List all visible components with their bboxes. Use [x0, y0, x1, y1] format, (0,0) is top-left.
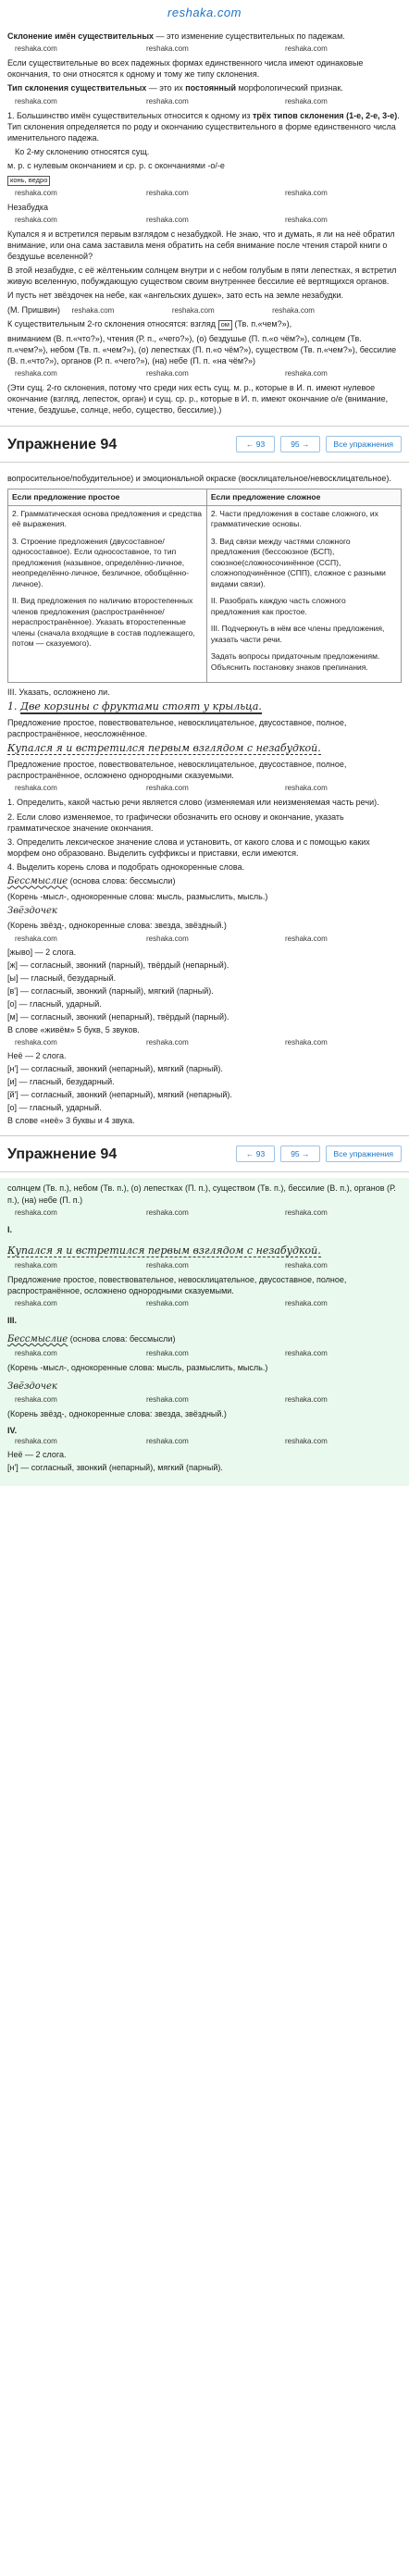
next-exercise-button-2[interactable]: 95 →: [280, 1146, 319, 1162]
phonetic-word-2: Неё — 2 слога.: [7, 1050, 67, 1060]
table-head-simple: Если предложение простое: [8, 489, 207, 505]
watermark-row: reshaka.com reshaka.com reshaka.com: [15, 1436, 328, 1445]
next-exercise-button[interactable]: 95 →: [280, 436, 319, 452]
watermark-row: reshaka.com reshaka.com reshaka.com: [15, 934, 328, 943]
watermark-row: reshaka.com reshaka.com reshaka.com: [15, 1348, 328, 1357]
answer-section: [0, 1178, 409, 1485]
roman-numeral-1: I.: [7, 1224, 13, 1234]
answer-handwritten-sentence: Купался я и встретился первым взглядом с незабудкой.: [7, 1244, 321, 1257]
exercise-header: [0, 426, 409, 463]
theory-paragraph-1: [7, 31, 402, 42]
roman-numeral-3: III.: [7, 1315, 18, 1325]
all-exercises-button[interactable]: Все упражнения: [326, 436, 402, 452]
answer-line-1: солнцем (Тв. п.), небом (Тв. п.), (о) лепестках (П. п.), существом (Тв. п.), бессилие (В. п.), органов (Р. п.), (на) небе (П. п.): [7, 1183, 396, 1205]
table-intro: вопросительное/побудительное) и эмоциональной окраске (восклицательное/невосклицательное).: [7, 474, 391, 484]
exercise-nav-2: [236, 1146, 402, 1162]
watermark-row: reshaka.com reshaka.com reshaka.com: [15, 368, 328, 378]
watermark-row: reshaka.com reshaka.com reshaka.com: [15, 1260, 328, 1269]
word-analysis-2: Звёздочек: [7, 905, 57, 916]
theory-paragraph-3: Тип склонения существительных — это их постоянный морфологический признак.: [7, 83, 343, 93]
answer-sentence-description: Предложение простое, повествовательное, невосклицательное, двусоставное, полное, распространённое, осложнено однородными сказуемыми.: [7, 1274, 347, 1295]
phonetic-line: [й'] — согласный, звонкий (непарный), мягкий (непарный).: [7, 1090, 232, 1100]
phonetic-line: [и] — гласный, безударный.: [7, 1076, 115, 1086]
answer-roots-2: (Корень звёзд-, однокоренные слова: звезда, звёздный.): [7, 1409, 227, 1419]
phonetic-line: [н'] — согласный, звонкий (непарный), мягкий (парный).: [7, 1063, 223, 1073]
watermark-row: reshaka.com reshaka.com reshaka.com: [15, 96, 328, 105]
phonetic-line: [ж] — согласный, звонкий (парный), твёрдый (непарный).: [7, 960, 229, 970]
story-author: (М. Пришвин) reshaka.com reshaka.com reshaka.com: [7, 304, 315, 315]
declension-intro: К существительным 2-го склонения относятся: взгляд ом (Тв. п.«чем?»),: [7, 319, 292, 329]
theory-p1-rest: — это изменение существительных по падежам.: [154, 31, 345, 41]
watermark-row: reshaka.com reshaka.com reshaka.com: [15, 1208, 328, 1217]
task-3: III. Указать, осложнено ли.: [7, 687, 110, 698]
phonetic-line: [о] — гласный, ударный.: [7, 999, 102, 1009]
watermark-row: reshaka.com reshaka.com reshaka.com: [15, 1395, 328, 1405]
exercise-nav: [236, 436, 402, 452]
term-declension: Склонение имён существительных: [7, 31, 155, 41]
answer-phonetic-line: [н'] — согласный, звонкий (непарный), мягкий (парный).: [7, 1462, 223, 1472]
theory-words: конь, ведро: [7, 174, 402, 185]
word-analysis-1: Бессмыслие (основа слова: бессмысли): [7, 876, 176, 887]
table-cell-simple: 2. Грамматическая основа предложения и средства её выражения. 3. Строение предложения (двусоставное/односоставное). Если односоставное, то тип предложения (назывное, определённо-личное, неопределённо-личное, безличное, обобщённо-личное). II. Вид предложения по наличию второстепенных членов предложения (распространённое/нераспространённое). Указать второстепенные члены (сначала входящие в состав подлежащего, потом — сказуемого).: [8, 506, 207, 683]
answer-word-2: Звёздочек: [7, 1381, 57, 1392]
handwritten-sentence-2: Купался я и встретился первым взглядом с незабудкой.: [7, 742, 321, 755]
morph-step-4: 4. Выделить корень слова и подобрать однокоренные слова.: [7, 862, 245, 873]
phonetic-word: [жыво] — 2 слога.: [7, 947, 77, 957]
exercise-title-2: Упражнение 94: [7, 1146, 118, 1162]
morph-step-2: 2. Если слово изменяемое, то графически обозначить его основу и окончание, указать грамматическое значение окончания.: [7, 811, 344, 833]
sentence-1-description: Предложение простое, повествовательное, невосклицательное, двусоставное, полное, распространённое, неосложнённое.: [7, 718, 347, 739]
theory-section: [0, 26, 409, 420]
site-logo[interactable]: reshaka.com: [167, 6, 242, 20]
story-paragraph-2: В этой незабудке, с её жёлтеньким солнцем внутри и с небом голубым в пяти лепестках, я встретил живую вселенную, побуждающую существом своим внутреннее бессилие её вертящихся органов.: [7, 266, 397, 287]
watermark-row: reshaka.com reshaka.com reshaka.com: [15, 784, 328, 793]
story-paragraph-1: Купался я и встретился первым взглядом с незабудкой. Не знаю, что и думать, я ли на неё обратил внимание, или она сама заставила меня обратить на себя внимание после чтения старой книги о бездушье вселенной?: [7, 229, 395, 261]
theory-paragraph-4: 1. Большинство имён существительных относится к одному из трёх типов склонения (1-е, 2-е, 3-е). Тип склонения определяется по роду и окончанию существительного в форме единственного числа именительного падежа.: [7, 110, 400, 142]
phonetic-line: В слове «неё» 3 буквы и 4 звука.: [7, 1116, 135, 1126]
word-roots-1: (Корень -мысл-, однокоренные слова: мысль, размыслить, мысль.): [7, 891, 268, 901]
syntax-table-section: [0, 468, 409, 1130]
morph-step-1: 1. Определить, какой частью речи является слово (изменяемая или неизменяемая часть речи).: [7, 798, 379, 808]
sentence-2-description: Предложение простое, повествовательное, невосклицательное, двусоставное, полное, распространённое, осложнено однородными сказуемыми.: [7, 760, 347, 781]
table-head-complex: Если предложение сложное: [206, 489, 401, 505]
phonetic-line: [м] — согласный, звонкий (непарный), твёрдый (парный).: [7, 1012, 229, 1022]
story-paragraph-3: И пусть нет звёздочек на небе, как «ангельских душек», зато есть на земле незабудки.: [7, 291, 343, 301]
declension-explanation: (Эти сущ. 2-го склонения, потому что среди них есть сущ. м. р., которые в И. п. имеют нулевое окончание (взгляд, лепесток, орган) и сущ. ср. р., которые в И. п. имеют окончание о/е (внимание, чтение, бездушье, солнце, небо, существо, бессилие).): [7, 382, 389, 415]
answer-phonetic-word: Неё — 2 слога.: [7, 1449, 67, 1459]
watermark-row: reshaka.com reshaka.com reshaka.com: [15, 44, 328, 54]
morph-step-3: 3. Определить лексическое значение слова и установить, от какого слова и с помощью каких морфем оно образовано. Выделить суффиксы и приставки, если имеются.: [7, 836, 370, 859]
phonetic-line: В слове «живём» 5 букв, 5 звуков.: [7, 1025, 140, 1035]
prev-exercise-button[interactable]: ← 93: [236, 436, 275, 452]
phonetic-line: [ы] — гласный, безударный.: [7, 972, 117, 983]
story-title: Незабудка: [7, 202, 48, 212]
watermark-row: reshaka.com reshaka.com reshaka.com: [15, 215, 328, 224]
watermark-row: reshaka.com reshaka.com reshaka.com: [15, 1037, 328, 1046]
exercise-header-2: [0, 1135, 409, 1172]
word-roots-2: (Корень звёзд-, однокоренные слова: звезда, звёздный.): [7, 921, 227, 931]
phonetic-line: [о] — гласный, ударный.: [7, 1103, 102, 1113]
theory-paragraph-6: м. р. с нулевым окончанием и ср. р. с окончаниями -о/-е: [7, 161, 225, 171]
table-cell-complex: 2. Части предложения в составе сложного, их грамматические основы. 3. Вид связи между частями сложного предложения (бессоюзное (БСП), союзное(сложносочинённое (ССП), сложноподчинённое (СПП), сложное с разными видами связи). II. Разобрать каждую часть сложного предложения как простое. III. Подчеркнуть в нём все члены предложения, указать части речи. Задать вопросы придаточным предложениям. Объяснить постановку знаков препинания.: [206, 506, 401, 683]
declension-list: вниманием (В. п.«что?»), чтения (Р. п., «чего?»), (о) бездушье (П. п.«о чём?»), солнцем (Тв. п.«чем?»), небом (Тв. п. «чем?»), (о) лепестках (П. п.«о чём?»), существом (Тв. п.«чем?»), бессилие (В. п.«что?»), органов (Р. п. «чего?»), (на) небе (П. п. «на чём?»): [7, 333, 397, 365]
all-exercises-button-2[interactable]: Все упражнения: [326, 1146, 402, 1162]
watermark-row: reshaka.com reshaka.com reshaka.com: [15, 188, 328, 197]
answer-roots-1: (Корень -мысл-, однокоренные слова: мысль, размыслить, мысль.): [7, 1362, 268, 1372]
exercise-title: Упражнение 94: [7, 436, 118, 452]
phonetic-line: [в'] — согласный, звонкий (парный), мягкий (парный).: [7, 986, 214, 997]
theory-paragraph-2: Если существительные во всех падежных формах единственного числа имеют одинаковые окончания, то они относятся к одному и тому же типу склонения.: [7, 58, 364, 80]
watermark-row: reshaka.com reshaka.com reshaka.com: [15, 1298, 328, 1307]
roman-numeral-4: IV.: [7, 1426, 18, 1436]
handwritten-sentence-1: 1. Две корзины с фруктами стоят у крыльца.: [7, 700, 262, 713]
theory-paragraph-5: Ко 2-му склонению относятся сущ.: [15, 146, 150, 156]
analysis-table: [7, 489, 402, 684]
answer-word-1: Бессмыслие (основа слова: бессмысли): [7, 1334, 176, 1345]
prev-exercise-button-2[interactable]: ← 93: [236, 1146, 275, 1162]
